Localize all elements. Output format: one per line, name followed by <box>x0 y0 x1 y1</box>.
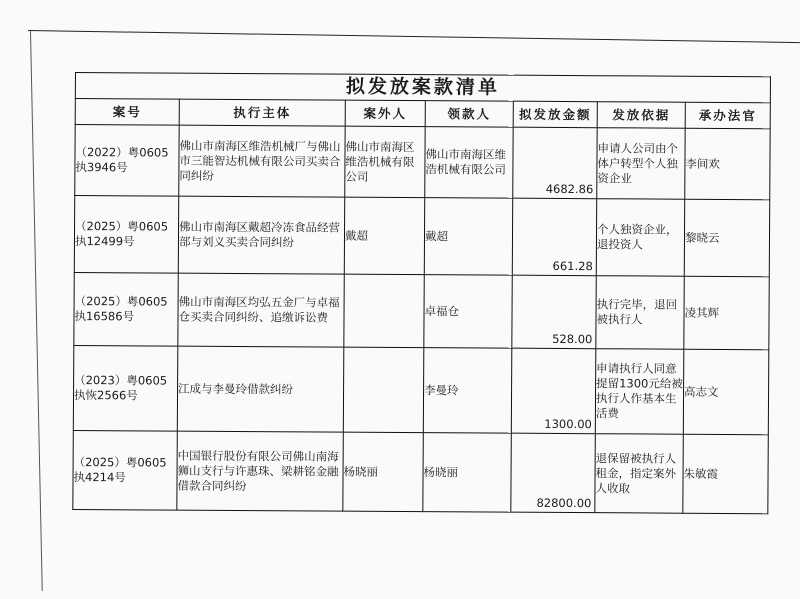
basis-cell: 申请人公司由个体户转型个人独资企业 <box>597 128 685 200</box>
payment-table <box>72 72 771 514</box>
judge-cell: 李间欢 <box>685 128 770 200</box>
judge-cell: 凌其辉 <box>684 276 769 350</box>
page-edge-top <box>28 30 800 43</box>
table-row <box>73 345 769 434</box>
case-no-cell: （2023）粤0605执恢2566号 <box>73 345 178 431</box>
header-payee: 领款人 <box>425 101 513 128</box>
judge-cell: 高志文 <box>683 349 769 435</box>
outsider-cell <box>344 274 424 347</box>
amount-value: 1300.00 <box>544 416 592 432</box>
case-no-cell: （2022）粤0605执3946号 <box>75 125 179 197</box>
amount-cell <box>511 348 596 434</box>
payee-cell: 卓福仓 <box>424 275 512 349</box>
payee-cell: 佛山市南海区维浩机械有限公司 <box>425 127 513 199</box>
amount-cell <box>513 127 597 199</box>
amount-cell <box>512 198 596 276</box>
payee-cell: 戴超 <box>424 198 512 276</box>
header-judge: 承办法官 <box>685 102 770 129</box>
header-case-no: 案号 <box>75 99 179 126</box>
basis-cell: 申请执行人同意提留1300元给被执行人作基本生活费 <box>595 349 684 435</box>
outsider-cell: 佛山市南海区维浩机械有限公司 <box>345 126 425 197</box>
subject-cell: 佛山市南海区均弘五金厂与卓福仓买卖合同纠纷、追缴诉讼费 <box>178 273 344 347</box>
amount-value: 82800.00 <box>536 495 592 511</box>
header-outsider: 案外人 <box>345 100 425 126</box>
header-amount: 拟发放金额 <box>513 101 597 128</box>
case-no-cell: （2025）粤0605执12499号 <box>74 196 178 274</box>
subject-cell: 江成与李曼玲借款纠纷 <box>177 346 344 432</box>
subject-cell: 佛山市南海区戴超冷冻食品经营部与刘义买卖合同纠纷 <box>178 196 344 274</box>
amount-value: 661.28 <box>552 258 593 274</box>
basis-cell: 执行完毕，退回被执行人 <box>596 276 684 350</box>
case-no-cell: （2025）粤0605执16586号 <box>74 272 178 346</box>
outsider-cell: 戴超 <box>344 197 424 274</box>
page-edge-left <box>30 31 43 591</box>
payee-cell: 李曼玲 <box>423 348 512 434</box>
amount-cell <box>511 433 595 513</box>
subject-cell: 中国银行股份有限公司佛山南海狮山支行与许惠珠、梁耕铭金融借款合同纠纷 <box>177 431 343 511</box>
basis-cell: 个人独资企业，退投资人 <box>596 199 684 277</box>
basis-cell: 退保留被执行人租金，指定案外人收取 <box>595 434 683 514</box>
subject-cell: 佛山市南海区维浩机械厂与佛山市三能智达机械有限公司买卖合同纠纷 <box>179 125 345 197</box>
payee-cell: 杨晓丽 <box>423 433 511 513</box>
amount-value: 4682.86 <box>545 181 594 197</box>
table-row <box>74 272 769 349</box>
outsider-cell: 杨晓丽 <box>343 432 423 511</box>
case-no-cell: （2025）粤0605执4214号 <box>73 430 177 510</box>
header-basis: 发放依据 <box>597 102 685 129</box>
judge-cell: 黎晓云 <box>684 199 770 277</box>
table-row <box>73 430 769 513</box>
case-payment-sheet <box>72 72 770 514</box>
amount-cell <box>512 275 596 349</box>
table-title: 拟发放案款清单 <box>75 73 770 103</box>
judge-cell: 朱敏霞 <box>683 434 769 514</box>
table-row <box>75 125 770 200</box>
outsider-cell <box>343 347 424 432</box>
header-subject: 执行主体 <box>179 99 345 126</box>
table-row <box>74 196 769 277</box>
amount-value: 528.00 <box>552 331 593 347</box>
